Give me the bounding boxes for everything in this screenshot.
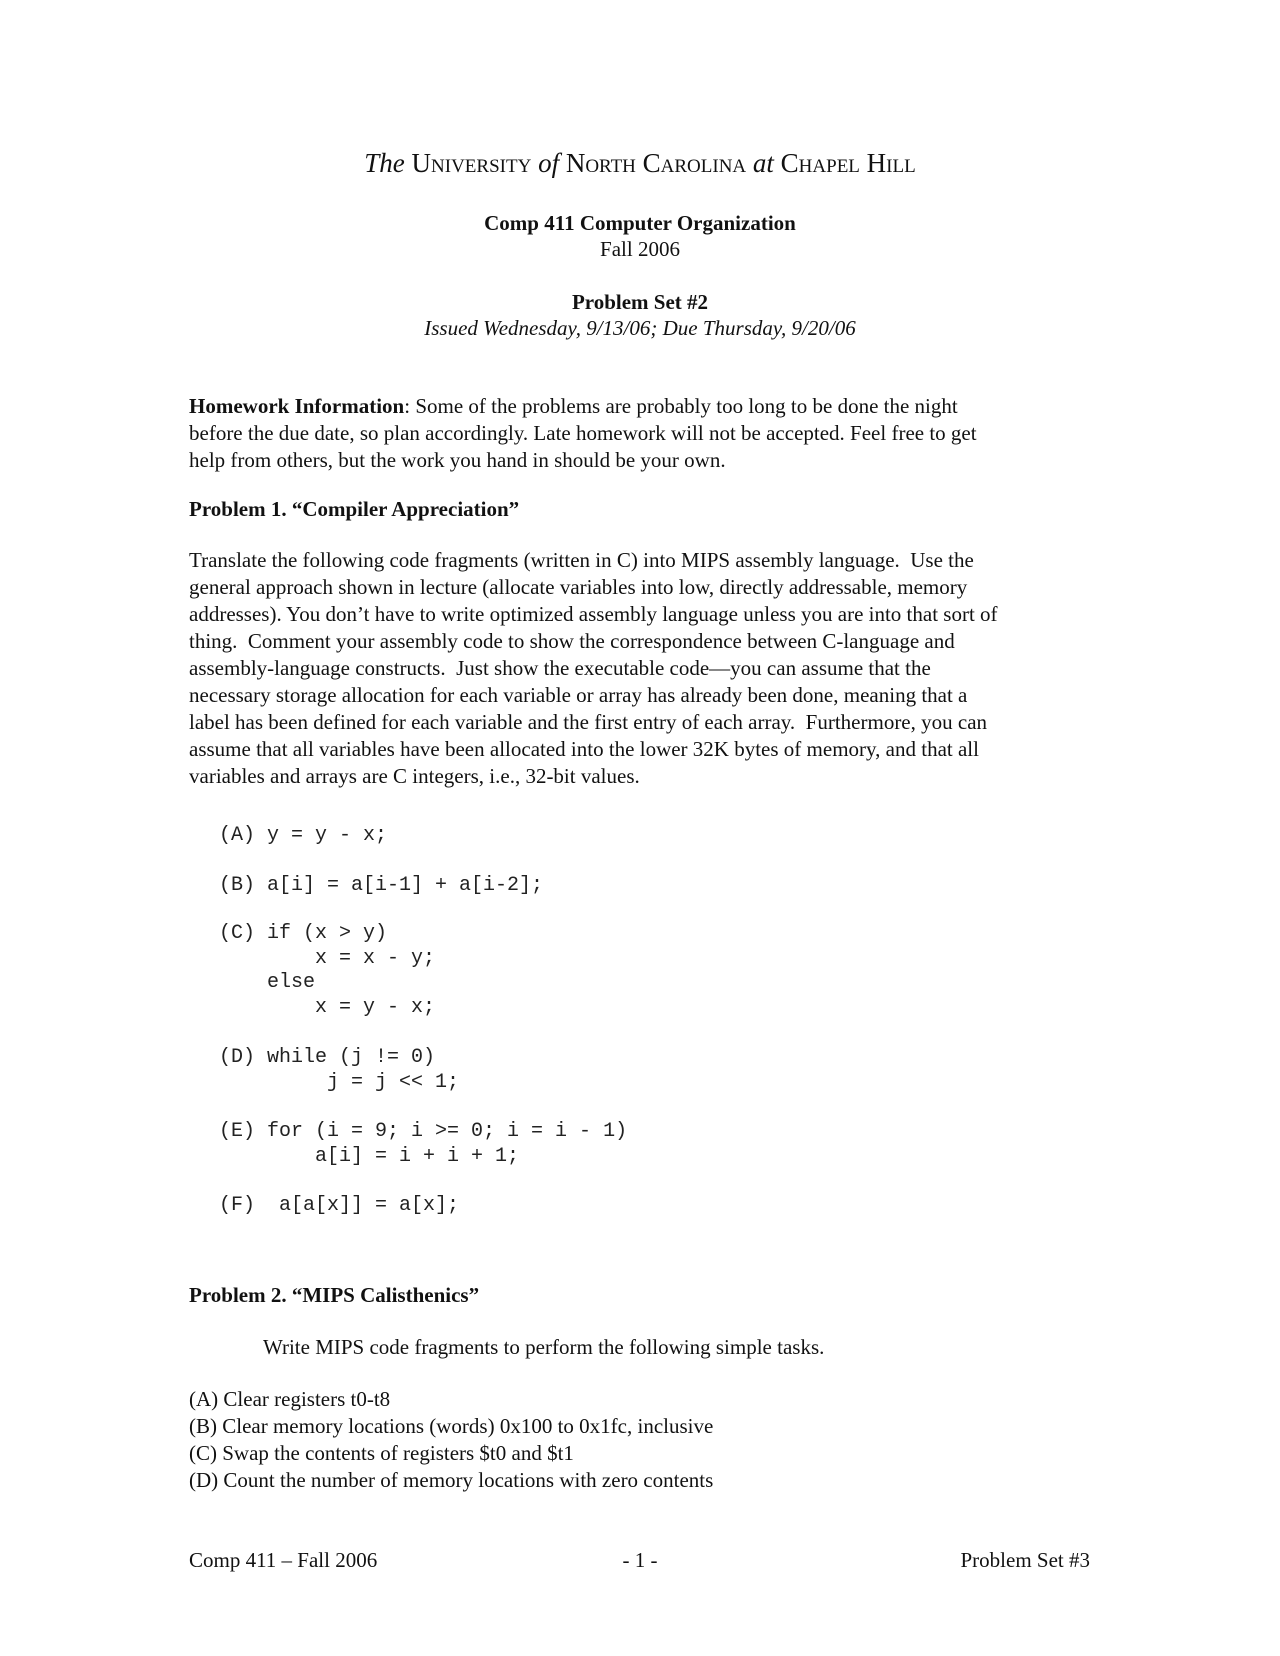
code-fragment-d: [219, 1046, 459, 1095]
code-line: a[i] = i + i + 1;: [219, 1144, 520, 1168]
paragraph-line: assume that all variables have been allocated into the lower 32K bytes of memory, and that all: [189, 737, 979, 761]
paragraph-line: assembly-language constructs. Just show the executable code—you can assume that the: [189, 656, 931, 680]
task-item: (D) Count the number of memory locations with zero contents: [189, 1468, 714, 1492]
homework-line-3: help from others, but the work you hand in should be your own.: [189, 448, 726, 472]
task-item: (C) Swap the contents of registers $t0 and $t1: [189, 1441, 574, 1465]
footer-course: Comp 411 – Fall 2006: [189, 1548, 378, 1572]
code-line: else: [219, 971, 316, 994]
uni-at: at: [752, 148, 774, 178]
paragraph-line: label has been defined for each variable and the first entry of each array. Furthermore, you can: [189, 710, 988, 734]
task-item: (B) Clear memory locations (words) 0x100 to 0x1fc, inclusive: [189, 1414, 714, 1438]
problem-1-heading: Problem 1. “Compiler Appreciation”: [189, 497, 520, 521]
uni-university: University: [411, 148, 532, 178]
paragraph-line: Translate the following code fragments (written in C) into MIPS assembly language. Use the: [189, 548, 974, 572]
homework-line-2: before the due date, so plan accordingly. Late homework will not be accepted. Feel free to get: [189, 421, 977, 445]
code-line: j = j << 1;: [219, 1070, 460, 1094]
code-fragment-e: [219, 1120, 627, 1169]
uni-north-carolina: North Carolina: [565, 148, 747, 178]
code-line: (C) if (x > y): [219, 922, 388, 945]
problem-2-task-list: [189, 1386, 713, 1494]
code-line: (B) a[i] = a[i-1] + a[i-2];: [219, 874, 544, 897]
paragraph-line: variables and arrays are C integers, i.e., 32-bit values.: [189, 764, 640, 788]
code-fragment-c: [219, 922, 435, 1020]
problem-2-intro: Write MIPS code fragments to perform the following simple tasks.: [263, 1335, 825, 1359]
paragraph-line: addresses). You don’t have to write optimized assembly language unless you are into that sort of: [189, 602, 998, 626]
homework-information: [189, 393, 1089, 474]
paragraph-line: general approach shown in lecture (allocate variables into low, directly addressable, memory: [189, 575, 968, 599]
code-line: (E) for (i = 9; i >= 0; i = i - 1): [219, 1120, 628, 1143]
uni-of: of: [538, 148, 560, 178]
course-title: Comp 411 Computer Organization: [484, 211, 796, 235]
homework-line-1: Homework Information: Some of the problems are probably too long to be done the night: [189, 394, 958, 418]
university-header: [0, 148, 1280, 179]
code-line: (D) while (j != 0): [219, 1046, 436, 1069]
code-fragment-f: [219, 1194, 459, 1219]
code-line: x = y - x;: [219, 995, 436, 1019]
code-fragment-a: [219, 824, 387, 849]
uni-the: The: [364, 148, 405, 178]
code-line: (A) y = y - x;: [219, 824, 388, 847]
uni-chapel-hill: Chapel Hill: [780, 148, 916, 178]
paragraph-line: thing. Comment your assembly code to show the correspondence between C-language and: [189, 629, 955, 653]
homework-label: Homework Information: [189, 394, 405, 418]
code-line: (F) a[a[x]] = a[x];: [219, 1194, 460, 1217]
code-line: x = x - y;: [219, 946, 436, 970]
code-fragment-b: [219, 874, 543, 899]
problem-set-dates: Issued Wednesday, 9/13/06; Due Thursday, 9/20/06: [424, 316, 856, 340]
paragraph-line: necessary storage allocation for each variable or array has already been done, meaning that a: [189, 683, 968, 707]
problem-set-title: Problem Set #2: [571, 290, 709, 314]
problem-2-heading: Problem 2. “MIPS Calisthenics”: [189, 1283, 480, 1307]
problem-1-body: [189, 547, 1089, 790]
course-term: Fall 2006: [600, 237, 680, 261]
task-item: (A) Clear registers t0-t8: [189, 1387, 391, 1411]
footer-page-number: - 1 -: [622, 1548, 658, 1572]
footer-problem-set: Problem Set #3: [960, 1548, 1090, 1572]
